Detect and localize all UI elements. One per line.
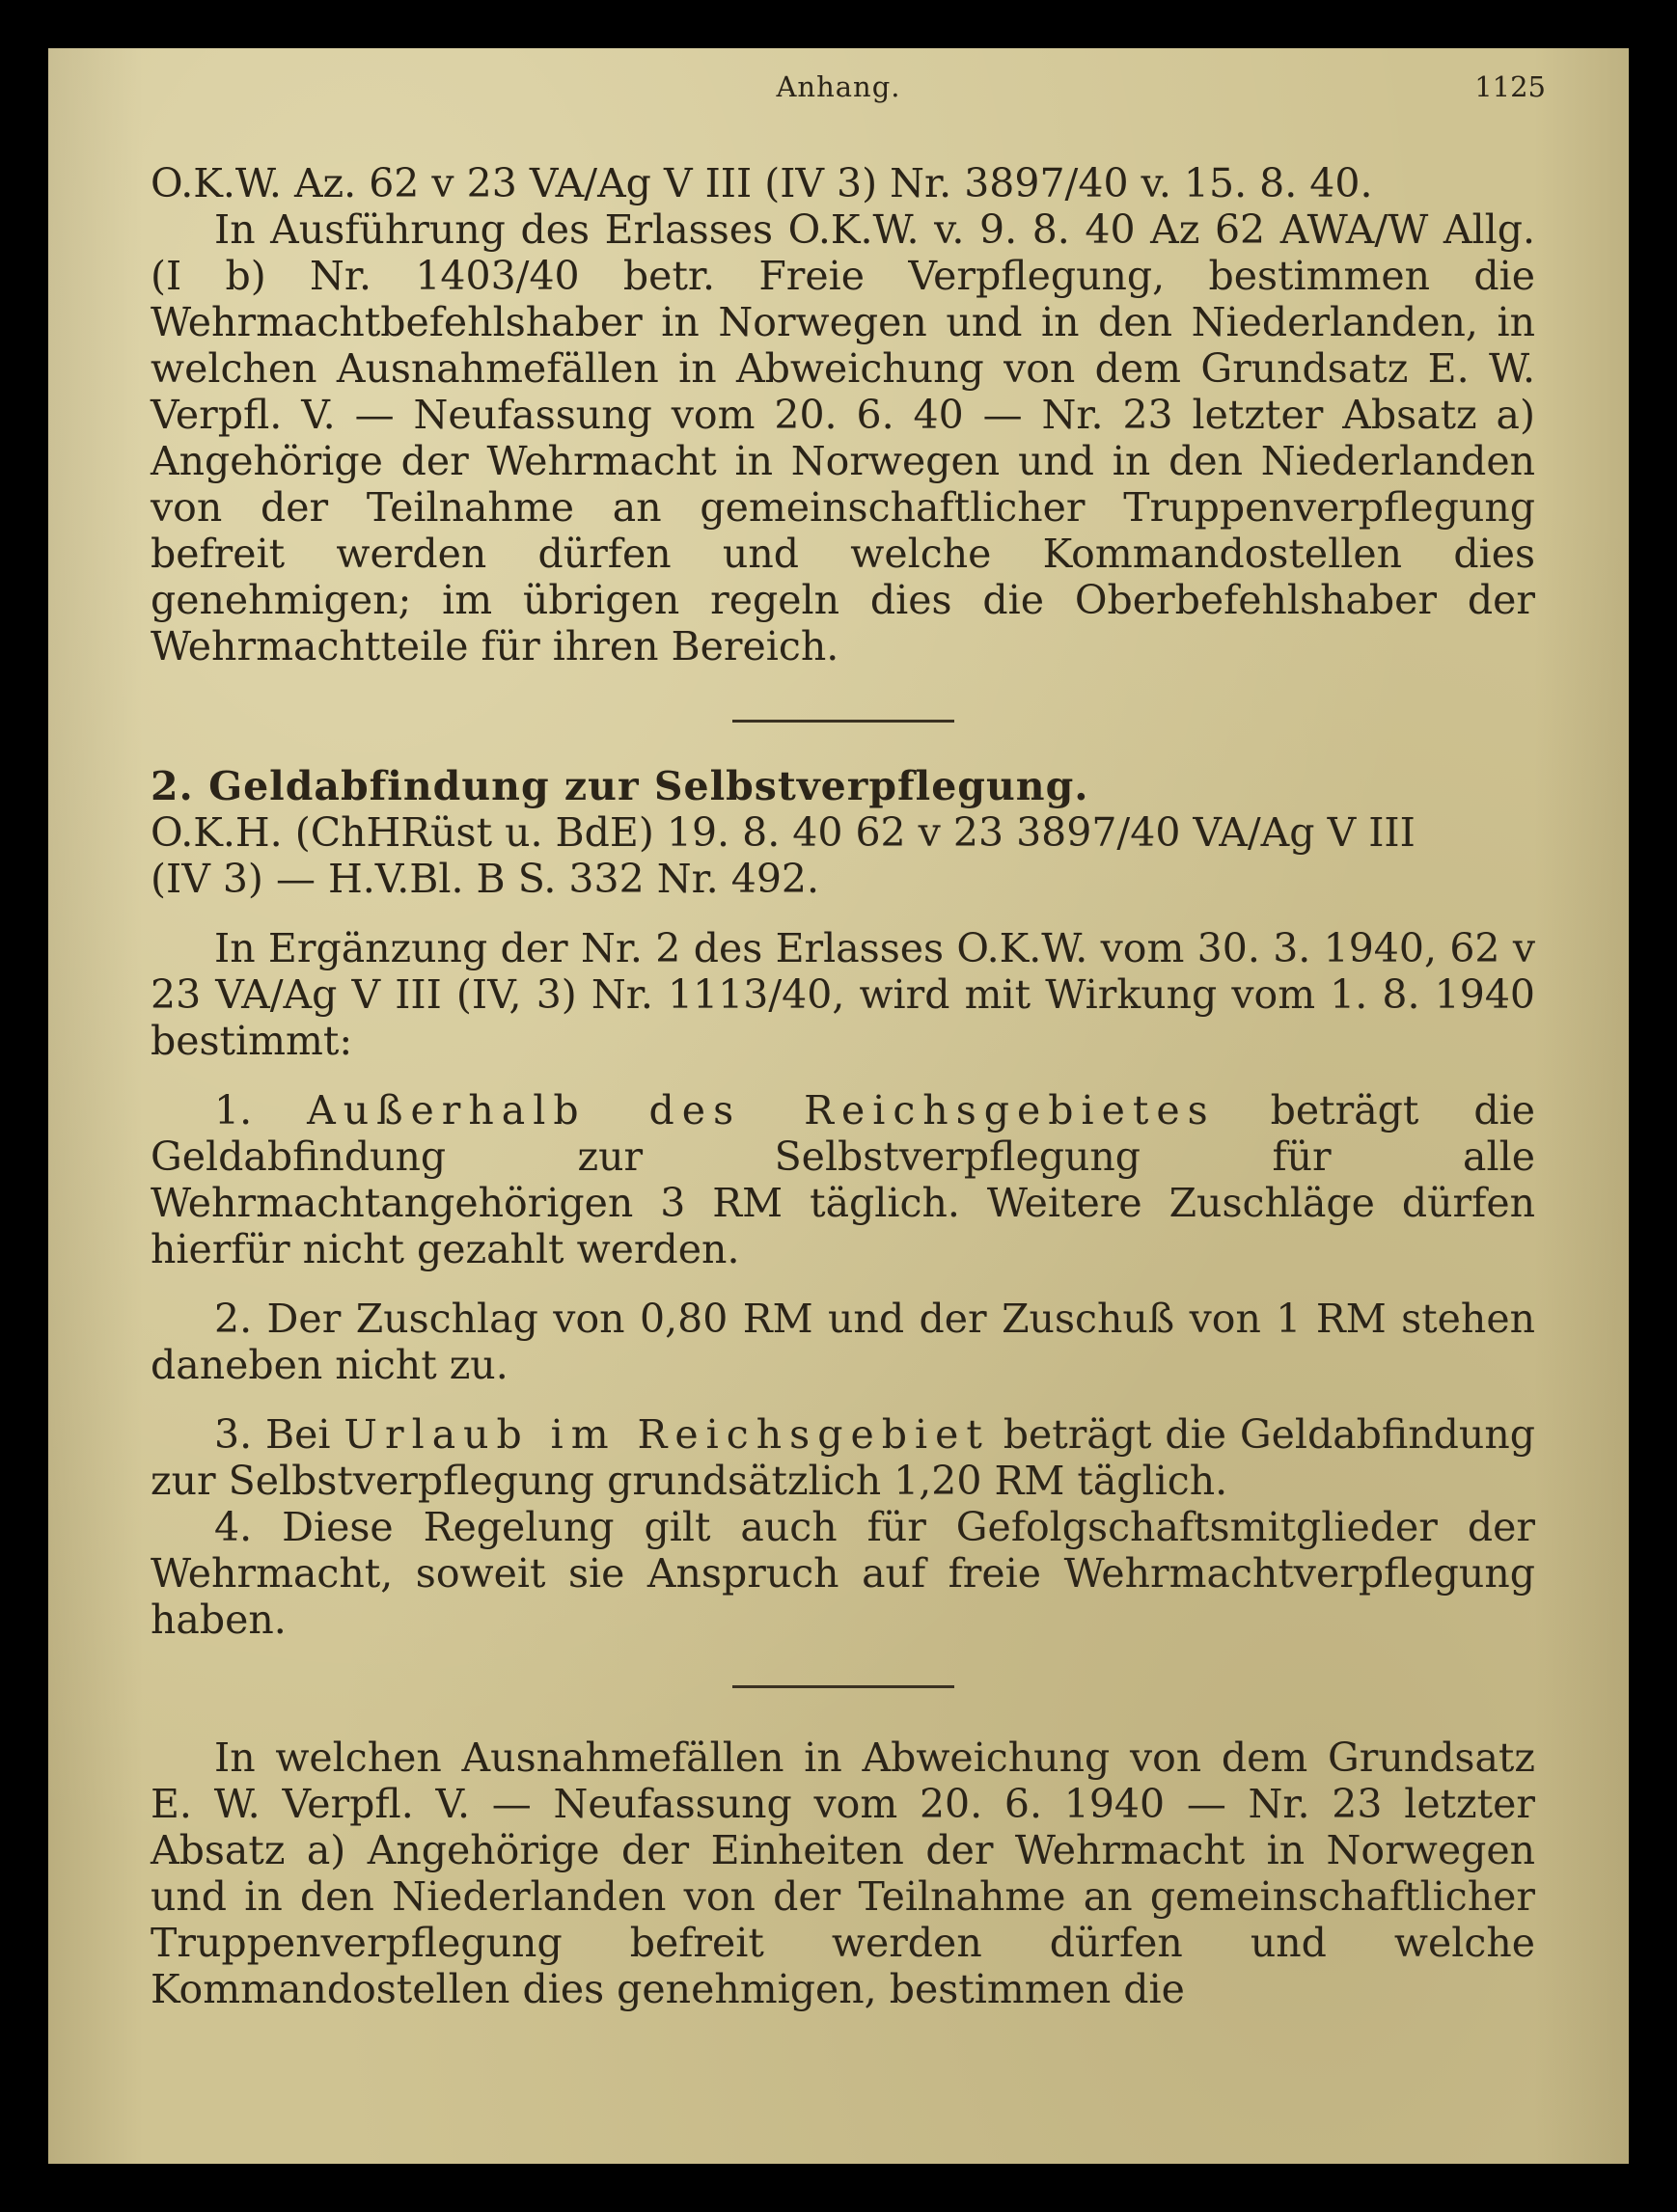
page-number: 1125: [1474, 70, 1546, 103]
decree-reference: O.K.W. Az. 62 v 23 VA/Ag V III (IV 3) Nr. 3897/40 v. 15. 8. 40.: [151, 160, 1373, 206]
closing-paragraph: In welchen Ausnahmefällen in Abweichung von dem Grundsatz E. W. Verpfl. V. — Neufassung vom 20. 6. 1940 — Nr. 23 letzter Absatz a) Angehörige der Einheiten der Wehrmacht in Norwegen und in den Niederlanden von der Teilnahme an gemeinschaftlicher Truppenverpflegung befreit werden dürfen und welche Kommandostellen dies genehmigen, bestimmen die: [151, 1734, 1535, 2012]
running-title: Anhang.: [776, 70, 901, 103]
item-3-pre: Bei: [265, 1411, 331, 1458]
list-item-4: 4. Diese Regelung gilt auch für Gefolgschaftsmitglieder der Wehrmacht, soweit sie Anspruch auf freie Wehrmachtverpflegung haben.: [151, 1504, 1535, 1643]
item-3-text: beträgt die Geldabfindung zur Selbstverpflegung grundsätzlich 1,20 RM täglich.: [151, 1411, 1535, 1504]
item-3-number: 3.: [214, 1411, 253, 1458]
section-reference-line-2: (IV 3) — H.V.Bl. B S. 332 Nr. 492.: [151, 856, 820, 902]
item-1-text: beträgt die Geldabfindung zur Selbstverpflegung für alle Wehrmachtangehörigen 3 RM täglich. Weitere Zuschläge dürfen hierfür nicht gezahlt werden.: [151, 1087, 1535, 1272]
page-header: [48, 70, 1629, 109]
section-title: 2. Geldabfindung zur Selbstverpflegung.: [151, 763, 1089, 809]
item-1-emphasis: Außerhalb des Reichsgebietes: [307, 1087, 1216, 1133]
book-page: [48, 48, 1629, 2164]
decree-paragraph: In Ausführung des Erlasses O.K.W. v. 9. 8. 40 Az 62 AWA/W Allg. (I b) Nr. 1403/40 betr. Freie Verpflegung, bestimmen die Wehrmachtbefehlshaber in Norwegen und in den Niederlanden, in welchen Ausnahmefällen in Abweichung von dem Grundsatz E. W. Verpfl. V. — Neufassung vom 20. 6. 40 — Nr. 23 letzter Absatz a) Angehörige der Wehrmacht in Norwegen und in den Niederlanden von der Teilnahme an gemeinschaftlicher Truppenverpflegung befreit werden dürfen und welche Kommandostellen dies genehmigen; im übrigen regeln dies die Oberbefehlshaber der Wehrmachtteile für ihren Bereich.: [151, 206, 1535, 669]
list-item-2: 2. Der Zuschlag von 0,80 RM und der Zuschuß von 1 RM stehen daneben nicht zu.: [151, 1296, 1535, 1388]
item-1-number: 1.: [214, 1087, 253, 1133]
section-intro: In Ergänzung der Nr. 2 des Erlasses O.K.W. vom 30. 3. 1940, 62 v 23 VA/Ag V III (IV, 3) Nr. 1113/40, wird mit Wirkung vom 1. 8. 1940 bestimmt:: [151, 925, 1535, 1064]
page-body: [151, 160, 1535, 2012]
list-item-3: [151, 1411, 1535, 1504]
item-3-emphasis: Urlaub im Reichsgebiet: [344, 1411, 990, 1458]
list-item-1: [151, 1087, 1535, 1272]
section-reference-line-1: O.K.H. (ChHRüst u. BdE) 19. 8. 40 62 v 23 3897/40 VA/Ag V III: [151, 809, 1416, 856]
